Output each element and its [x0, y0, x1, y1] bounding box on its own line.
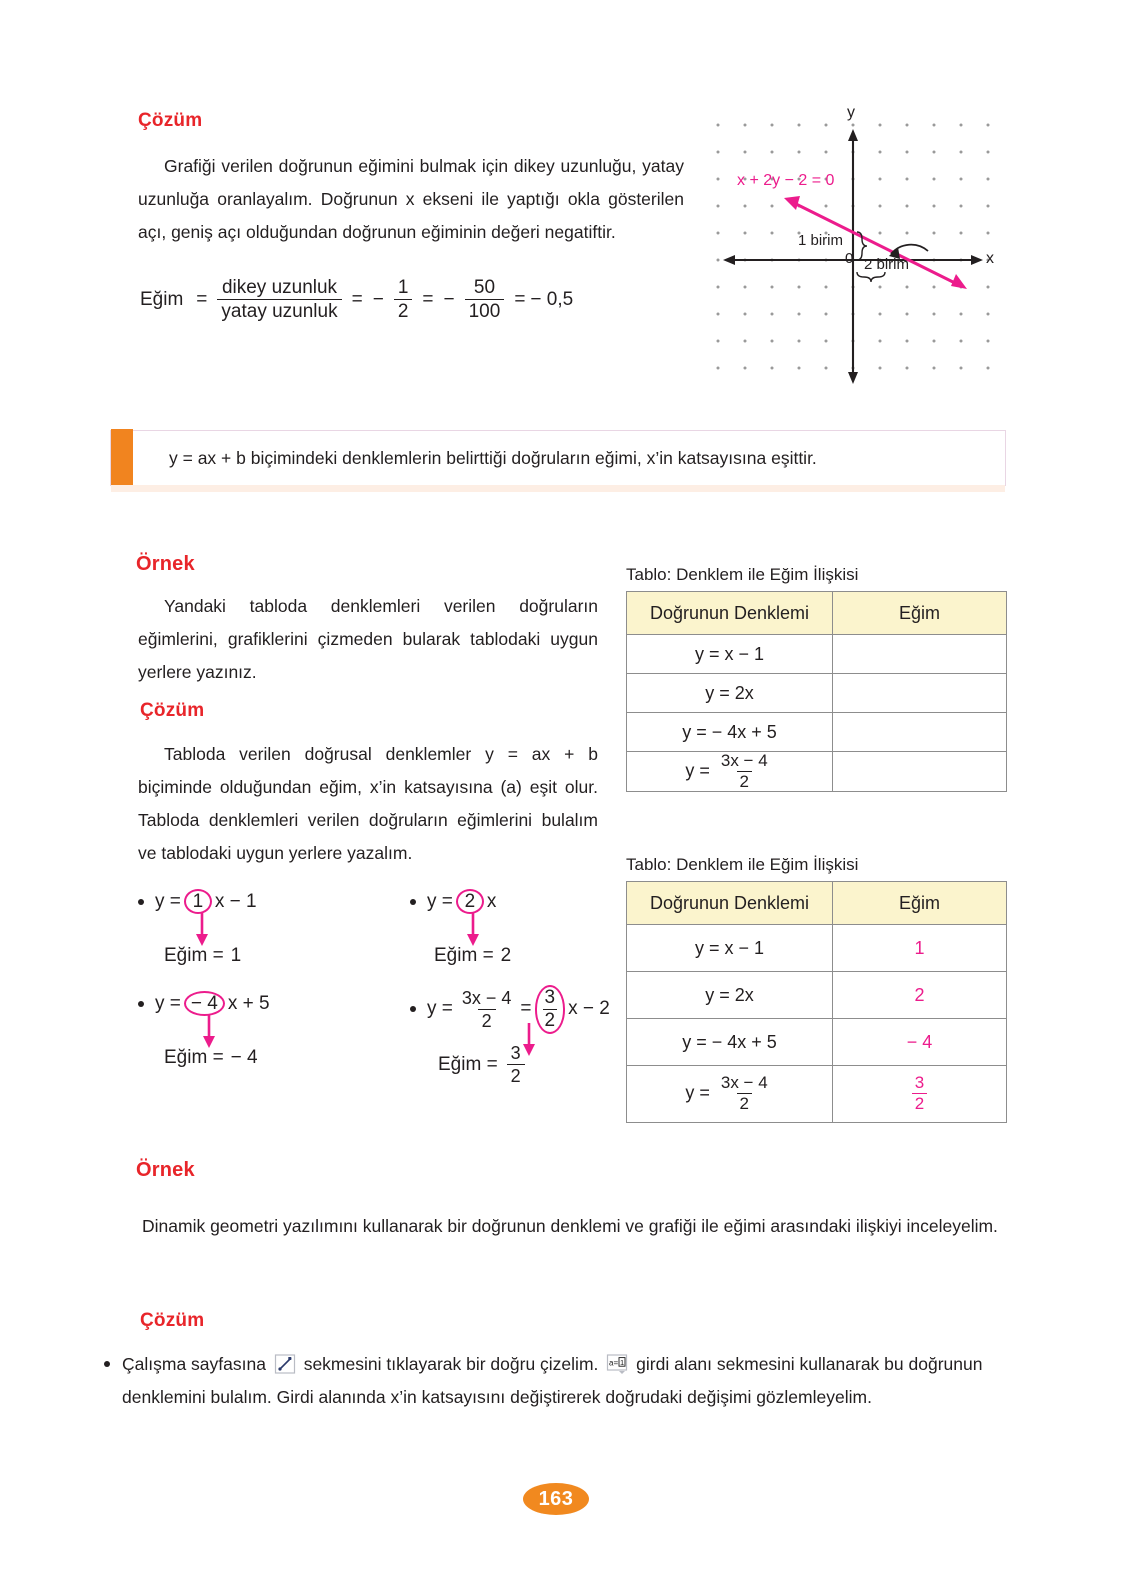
table-row: [627, 674, 1007, 713]
table2-cell-equation-fraction: [627, 1066, 833, 1123]
slope-formula-minus-1: −: [372, 288, 384, 310]
input-bar-icon[interactable]: [606, 1354, 628, 1374]
bullet-4-result-numerator: 3: [510, 1043, 521, 1063]
table2-cell-slope-fraction: [833, 1066, 1007, 1123]
down-arrow-icon: [195, 913, 209, 947]
section3-cozum-heading: Çözüm: [140, 1310, 205, 1331]
table-row: [627, 752, 1007, 792]
table1-equation-fraction-denominator: 2: [737, 771, 752, 792]
bullet-3-result: [164, 1047, 258, 1069]
slope-formula-fraction-1-numerator: 1: [397, 277, 409, 298]
table2: [626, 881, 1007, 1123]
slope-formula-fraction-1: [394, 277, 413, 323]
table1-cell-equation: y = x − 1: [627, 635, 833, 674]
bullet-4-fraction-denominator: 2: [478, 1009, 496, 1031]
equation-label: x + 2y − 2 = 0: [737, 172, 835, 189]
table2-container: [626, 855, 1007, 1123]
table-row: [627, 925, 1007, 972]
section3-bullet-text: [122, 1348, 1012, 1414]
annotation-vertical-label: 1 birim: [798, 232, 844, 249]
x-axis-arrowhead-left: [723, 255, 735, 265]
table1-cell-slope[interactable]: [833, 752, 1007, 792]
down-arrow-icon: [466, 913, 480, 947]
bullet-dot-icon: [138, 899, 144, 905]
bullet-4-rhs: x − 2: [568, 998, 610, 1020]
bullet-1-rhs: x − 1: [214, 890, 257, 912]
table2-cell-slope: 1: [833, 925, 1007, 972]
svg-text:1: 1: [620, 1358, 625, 1367]
section3-paragraph: Dinamik geometri yazılımını kullanarak bir doğrunun denklemi ve grafiği ile eğimi arasındaki ilişkiyi inceleyelim.: [142, 1216, 998, 1236]
bullet-1-circled-coefficient: 1: [184, 889, 212, 914]
section1-paragraph: Grafiği verilen doğrunun eğimini bulmak için dikey uzunluğu, yatay uzunluğa oranlayalım. Doğrunun x ekseni ile yaptığı okla gösterilen açı, geniş açı olduğundan doğrunun eğiminin değeri negatiftir.: [138, 156, 684, 242]
table2-cell-slope: − 4: [833, 1019, 1007, 1066]
list-item: [410, 889, 496, 914]
down-arrow-icon: [202, 1015, 216, 1049]
bullet-2-lhs: y =: [427, 890, 453, 912]
bullet-4-result: [438, 1043, 530, 1086]
bullet-2-result-value: 2: [500, 945, 512, 966]
line-tool-icon[interactable]: [274, 1354, 296, 1374]
bullet-dot-icon: [138, 1001, 144, 1007]
slope-formula-ratio: [217, 277, 341, 323]
bullet-3-circled-coefficient: − 4: [184, 991, 225, 1016]
table2-slope-fraction-denominator: 2: [912, 1093, 927, 1114]
table2-cell-equation: y = x − 1: [627, 925, 833, 972]
bullet-4-lhs: y =: [427, 998, 453, 1020]
bullet-3-result-value: − 4: [230, 1047, 258, 1068]
table1-cell-equation: y = − 4x + 5: [627, 713, 833, 752]
slope-formula-equals-3: =: [422, 288, 434, 310]
slope-formula-fraction-2-denominator: 100: [465, 299, 505, 322]
bullet-2-result: [434, 945, 511, 967]
table2-caption: Tablo: Denklem ile Eğim İlişkisi: [626, 855, 859, 874]
table2-slope-fraction-numerator: 3: [914, 1073, 925, 1093]
y-axis-arrowhead-down: [848, 372, 858, 384]
bullet-4-mid-equals: =: [520, 998, 532, 1020]
y-axis-arrowhead: [848, 129, 858, 141]
slope-formula-equals-4: =: [514, 288, 526, 310]
list-item: [138, 889, 257, 914]
slope-formula-result: − 0,5: [530, 288, 574, 310]
slope-formula-fraction-2-numerator: 50: [473, 277, 496, 298]
table1-caption: Tablo: Denklem ile Eğim İlişkisi: [626, 565, 859, 584]
list-item: [410, 985, 610, 1034]
slope-formula-fraction-1-denominator: 2: [394, 299, 413, 322]
line-arrowhead-right: [951, 274, 967, 289]
table2-slope-fraction: [912, 1074, 927, 1113]
table-row: [627, 972, 1007, 1019]
info-box-text: y = ax + b biçimindeki denklemlerin belirttiği doğruların eğimi, x’in katsayısına eşittir.: [169, 447, 817, 468]
list-item: [138, 991, 270, 1016]
table1-cell-slope[interactable]: [833, 635, 1007, 674]
slope-formula-equals-2: =: [351, 288, 363, 310]
bullet-1-lhs: y =: [155, 890, 181, 912]
table-row: [627, 1019, 1007, 1066]
slope-formula-equals-1: =: [196, 288, 208, 310]
origin-label: 0: [845, 250, 854, 267]
bullet-3-result-label: Eğim =: [164, 1047, 224, 1068]
bullet-2-rhs: x: [486, 890, 497, 912]
table1-cell-equation-fraction: [627, 752, 833, 792]
bullet-4-result-denominator: 2: [507, 1064, 525, 1086]
table1-container: [626, 565, 1007, 792]
table2-header-equation: Doğrunun Denklemi: [627, 882, 833, 925]
table2-cell-equation: y = − 4x + 5: [627, 1019, 833, 1066]
section2-cozum-heading: Çözüm: [140, 700, 205, 721]
bullet-dot-icon: [104, 1361, 110, 1367]
table2-equation-fraction-denominator: 2: [737, 1093, 752, 1114]
table2-equation-fraction-numerator: 3x − 4: [720, 1073, 768, 1093]
table1-equation-prefix: y =: [685, 760, 710, 781]
section3-bullet-part1: Çalışma sayfasına: [122, 1354, 266, 1374]
page-number: 163: [523, 1483, 589, 1515]
x-axis-arrowhead: [971, 255, 983, 265]
bullet-2-result-label: Eğim =: [434, 945, 494, 966]
y-axis-label: y: [847, 104, 855, 121]
slope-formula-minus-2: −: [443, 288, 455, 310]
x-axis-label: x: [986, 250, 994, 267]
bullet-4-fraction: [458, 988, 516, 1031]
section2-solution: Tabloda verilen doğrusal denklemler y = ax + b biçiminde olduğundan eğim, x’in katsayısına (a) eşit olur. Tabloda denklemleri verilen doğruların eğimlerini bulalım ve tablodaki uygun yerlere yazalım.: [138, 744, 598, 863]
bullet-4-result-fraction: [507, 1043, 525, 1086]
section2-ornek-heading: Örnek: [136, 553, 195, 575]
bullet-2-circled-coefficient: 2: [456, 889, 484, 914]
bullet-4-fraction-numerator: 3x − 4: [461, 987, 512, 1008]
bullet-dot-icon: [410, 899, 416, 905]
section1-cozum-heading: Çözüm: [138, 110, 203, 131]
table1-cell-slope[interactable]: [833, 674, 1007, 713]
svg-text:a=: a=: [609, 1358, 619, 1368]
slope-formula-label: Eğim: [140, 288, 184, 310]
slope-formula-ratio-denominator: yatay uzunluk: [217, 299, 341, 322]
table2-cell-equation: y = 2x: [627, 972, 833, 1019]
rule-info-box: [110, 430, 1006, 486]
table2-equation-fraction: [718, 1074, 771, 1113]
bullet-4-circled-coefficient: [535, 985, 566, 1034]
bullet-4-circled-numerator: 3: [544, 987, 556, 1008]
worked-examples-list: [138, 885, 618, 1087]
slope-formula-ratio-numerator: dikey uzunluk: [221, 277, 338, 298]
line-arrowhead-left: [784, 196, 800, 210]
table-row: [627, 1066, 1007, 1123]
section3-bullet-part2: sekmesini tıklayarak bir doğru çizelim.: [303, 1354, 599, 1374]
section3-bullet-item: [104, 1348, 1012, 1414]
table1-cell-slope[interactable]: [833, 713, 1007, 752]
table1-equation-fraction: [718, 752, 771, 791]
coordinate-graph: [706, 104, 1006, 389]
table1-cell-equation: y = 2x: [627, 674, 833, 713]
table2-header-row: [627, 882, 1007, 925]
bullet-1-result-value: 1: [230, 945, 242, 966]
info-box-accent-bar: [111, 429, 133, 488]
table-row: [627, 635, 1007, 674]
slope-formula-fraction-2: [465, 277, 505, 323]
annotation-horizontal-label: 2 birim: [864, 256, 910, 273]
bullet-dot-icon: [410, 1006, 416, 1012]
bullet-4-result-label: Eğim =: [438, 1053, 498, 1075]
table1-header-equation: Doğrunun Denklemi: [627, 592, 833, 635]
section3-bullet-part3: girdi alanı sekmesini kullanarak bu doğrunun denklemini bulalım. Girdi alanında x’in katsayısını değiştirerek doğrudaki değişimi gözlemleyelim.: [122, 1354, 983, 1407]
brace-horizontal: [857, 272, 885, 282]
table-row: [627, 713, 1007, 752]
table1-header-slope: Eğim: [833, 592, 1007, 635]
bullet-4-circled-denominator: 2: [544, 1009, 556, 1031]
table1-header-row: [627, 592, 1007, 635]
bullet-1-result-label: Eğim =: [164, 945, 224, 966]
table2-cell-slope: 2: [833, 972, 1007, 1019]
slope-formula: [140, 277, 573, 323]
bullet-3-lhs: y =: [155, 992, 181, 1014]
table2-equation-prefix: y =: [685, 1082, 710, 1103]
table1-equation-fraction-numerator: 3x − 4: [720, 751, 768, 770]
bullet-1-result: [164, 945, 241, 967]
bullet-3-rhs: x + 5: [227, 992, 270, 1014]
table1: [626, 591, 1007, 792]
section2-question: Yandaki tabloda denklemleri verilen doğruların eğimlerini, grafiklerini çizmeden bularak tablodaki uygun yerlere yazınız.: [138, 596, 598, 682]
table2-header-slope: Eğim: [833, 882, 1007, 925]
section3-ornek-heading: Örnek: [136, 1159, 195, 1181]
